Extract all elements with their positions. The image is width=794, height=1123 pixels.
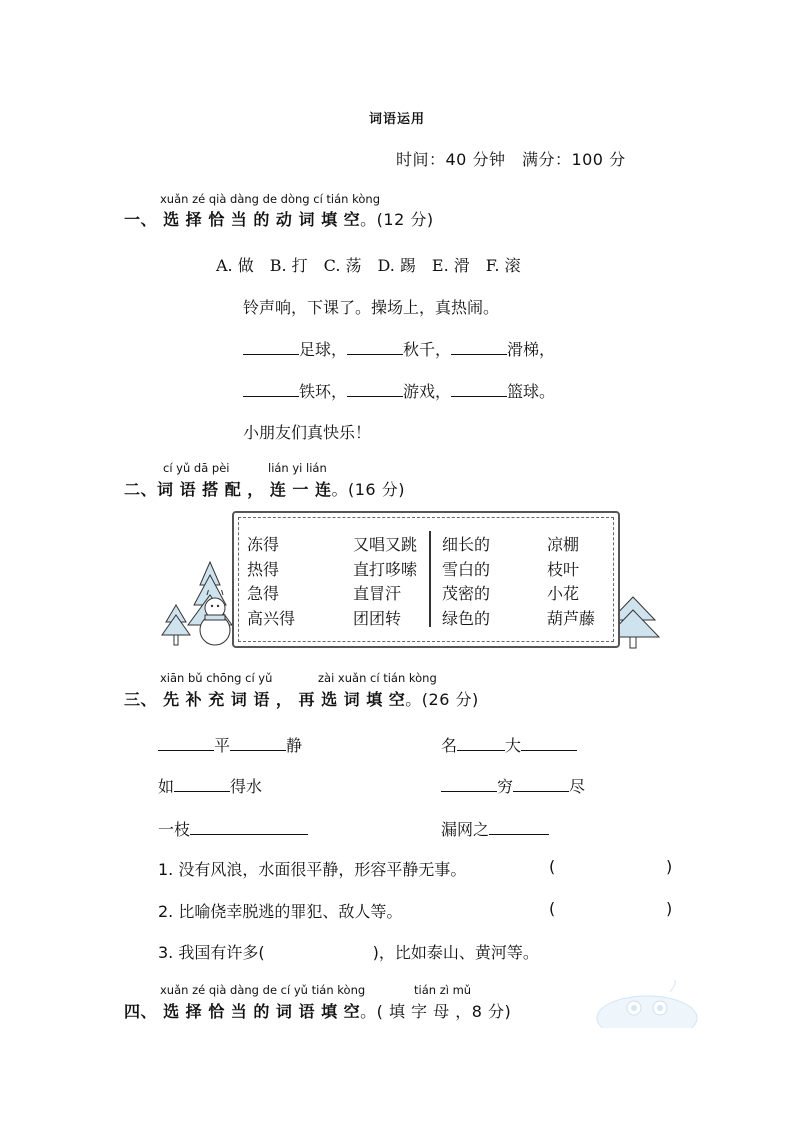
fill-blank[interactable] <box>230 732 286 751</box>
match-item[interactable]: 冻得 <box>247 535 280 554</box>
answer-field-1[interactable] <box>560 855 665 877</box>
word-fill-3 <box>158 773 262 797</box>
matching-box <box>232 511 620 648</box>
match-item[interactable]: 雪白的 <box>442 559 491 579</box>
section4-pinyin-b: tián zì mǔ <box>414 983 472 997</box>
answer-paren-close: ) <box>666 899 673 918</box>
word-char: 穷 <box>497 777 514 796</box>
fill-blank[interactable] <box>457 732 505 751</box>
fill-blank[interactable] <box>513 773 569 792</box>
fill-blank[interactable] <box>243 378 299 397</box>
fill-blank[interactable] <box>174 773 230 792</box>
word-char: 得水 <box>230 777 263 796</box>
section3-pinyin-a: xiān bǔ chōng cí yǔ <box>160 671 273 685</box>
match-item[interactable]: 直冒汗 <box>353 584 402 603</box>
word-char: 一枝 <box>158 820 191 839</box>
fill-blank[interactable] <box>451 336 507 355</box>
row1-word-3: 滑梯， <box>507 340 556 359</box>
word-fill-4 <box>441 773 585 797</box>
question-3-end: )，比如泰山、黄河等。 <box>372 943 539 962</box>
word-fill-2 <box>441 732 577 756</box>
answer-paren-close: ) <box>666 857 673 876</box>
match-item[interactable]: 又唱又跳 <box>353 535 418 554</box>
match-item[interactable]: 小花 <box>547 584 580 603</box>
section4-pinyin-a: xuǎn zé qià dàng de cí yǔ tián kòng <box>160 983 366 997</box>
section1-line-end: 小朋友们真快乐！ <box>243 423 372 442</box>
matching-divider <box>429 531 431 627</box>
section2-heading-text: 二、词 语 搭 配 ， 连 一 连 <box>124 480 332 499</box>
match-item[interactable]: 直打哆嗦 <box>353 559 418 579</box>
row2-word-3: 篮球。 <box>507 382 556 401</box>
section1-row1 <box>243 336 555 360</box>
match-item[interactable]: 急得 <box>247 584 280 603</box>
match-item[interactable]: 葫芦藤 <box>547 608 596 628</box>
answer-paren-open: ( <box>549 899 556 918</box>
match-col-4 <box>547 533 595 631</box>
match-item[interactable]: 绿色的 <box>442 608 491 628</box>
word-char: 如 <box>158 777 175 796</box>
section1-pinyin: xuǎn zé qià dàng de dòng cí tián kòng <box>160 192 380 206</box>
mascot-watermark <box>592 978 702 1028</box>
section2-pinyin-a: cí yǔ dā pèi <box>163 461 230 475</box>
match-item[interactable]: 团团转 <box>353 608 402 628</box>
fill-blank[interactable] <box>521 732 577 751</box>
section4-heading-text: 四、 选 择 恰 当 的 词 语 填 空 <box>124 1002 361 1021</box>
match-item[interactable]: 高兴得 <box>247 608 296 628</box>
word-fill-6 <box>441 816 549 840</box>
match-item[interactable]: 细长的 <box>442 535 491 554</box>
word-char: 漏网之 <box>441 820 490 839</box>
question-3-start: 3. 我国有许多( <box>158 943 265 962</box>
section4-score: 。( 填 字 母 ，8 分) <box>360 1002 512 1021</box>
match-col-2 <box>353 533 417 631</box>
section2-heading <box>124 477 405 500</box>
word-char: 静 <box>286 736 303 755</box>
word-char: 大 <box>505 736 522 755</box>
fill-blank[interactable] <box>243 336 299 355</box>
section4-heading <box>124 999 511 1022</box>
time-info: 时间：40 分钟 满分：100 分 <box>396 150 626 169</box>
match-item[interactable]: 热得 <box>247 559 280 579</box>
fill-blank[interactable] <box>347 336 403 355</box>
match-col-1 <box>247 533 295 631</box>
question-3 <box>158 940 539 963</box>
fill-blank[interactable] <box>347 378 403 397</box>
section1-heading <box>124 207 434 230</box>
fill-blank[interactable] <box>158 732 214 751</box>
row2-word-1: 铁环， <box>299 382 348 401</box>
match-item[interactable]: 茂密的 <box>442 584 491 603</box>
fill-blank[interactable] <box>441 773 497 792</box>
section1-line1: 铃声响，下课了。操场上，真热闹。 <box>243 298 500 317</box>
section2-score: 。(16 分) <box>331 480 405 499</box>
answer-field-2[interactable] <box>560 897 665 919</box>
question-1: 1. 没有风浪，水面很平静，形容平静无事。 <box>158 860 467 879</box>
row1-word-2: 秋千， <box>403 340 452 359</box>
fill-blank[interactable] <box>190 816 308 835</box>
fill-blank[interactable] <box>489 816 549 835</box>
word-fill-1 <box>158 732 302 756</box>
question-2: 2. 比喻侥幸脱逃的罪犯、敌人等。 <box>158 902 403 921</box>
match-item[interactable]: 凉棚 <box>547 535 580 554</box>
page-title: 词语运用 <box>368 112 425 127</box>
word-char: 尽 <box>569 777 586 796</box>
word-char: 名 <box>441 736 458 755</box>
snowman-icon <box>195 590 235 650</box>
section1-heading-text: 一、 选 择 恰 当 的 动 词 填 空 <box>124 210 361 229</box>
word-char: 平 <box>214 736 231 755</box>
section1-options: A. 做 B. 打 C. 荡 D. 踢 E. 滑 F. 滚 <box>216 256 521 275</box>
fill-blank[interactable] <box>451 378 507 397</box>
row1-word-1: 足球， <box>299 340 348 359</box>
section3-pinyin-b: zài xuǎn cí tián kòng <box>318 671 437 685</box>
section1-row2 <box>243 378 555 402</box>
match-item[interactable]: 枝叶 <box>547 559 580 579</box>
section3-heading <box>124 687 479 710</box>
section2-pinyin-b: lián yi lián <box>268 461 327 475</box>
word-fill-5 <box>158 816 308 840</box>
section1-score: 。(12 分) <box>360 210 434 229</box>
row2-word-2: 游戏， <box>403 382 452 401</box>
match-col-3 <box>442 533 490 631</box>
answer-paren-open: ( <box>549 857 556 876</box>
section3-heading-text: 三、 先 补 充 词 语 ， 再 选 词 填 空 <box>124 690 406 709</box>
section3-score: 。(26 分) <box>405 690 479 709</box>
